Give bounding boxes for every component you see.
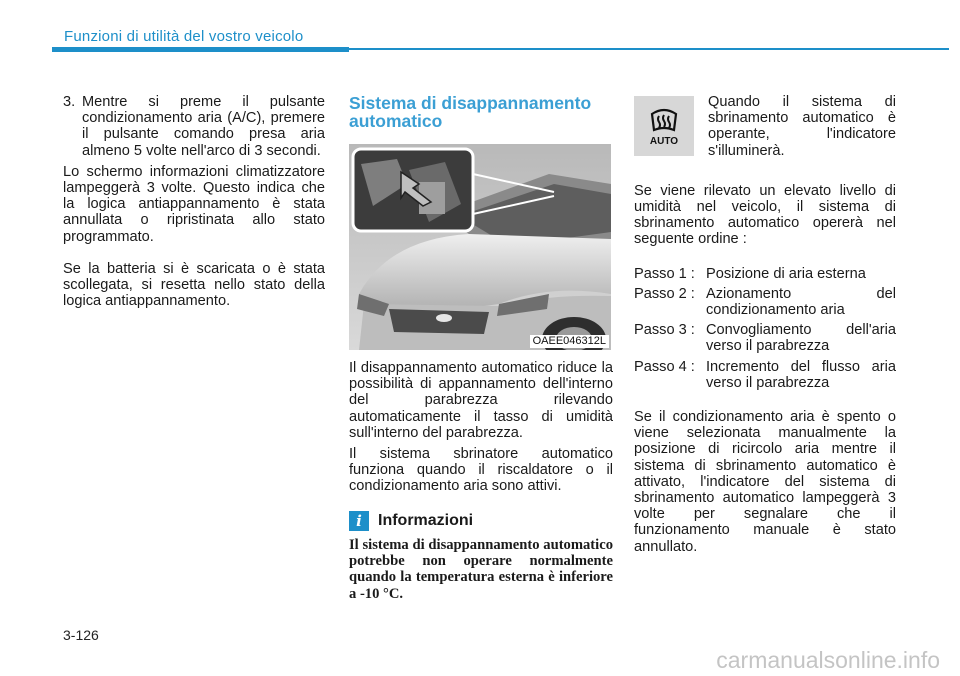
auto-defog-row bbox=[634, 94, 896, 159]
paragraph: Se viene rilevato un elevato livello di umidità nel veicolo, il sistema di sbrinamento automatico opererà nel seguente ordine : bbox=[634, 182, 896, 248]
paragraph: Il sistema sbrinatore automatico funziona quando il riscaldatore o il condizionamento aria sono attivi. bbox=[349, 446, 613, 495]
figure-code: OAEE046312L bbox=[530, 335, 609, 348]
step-number: 3. bbox=[63, 94, 76, 110]
auto-defog-icon bbox=[634, 96, 694, 156]
paragraph: Lo schermo informazioni climatizzatore lampeggerà 3 volte. Questo indica che la logica antiappannamento è stata annullata o ripristinata allo stato programmato. bbox=[63, 163, 325, 245]
step-label: Passo 1 : bbox=[634, 265, 695, 282]
header-rule-light bbox=[349, 48, 949, 50]
section-title: Sistema di disappannamento automatico bbox=[349, 93, 592, 131]
step-text: Azionamento del condizionamento aria bbox=[706, 285, 896, 319]
info-body: Il sistema di disappannamento automatico potrebbe non operare normalmente quando la temperatura esterna è inferiore a -10 °C. bbox=[349, 536, 613, 602]
step-text: Convogliamento dell'aria verso il parabrezza bbox=[706, 322, 896, 355]
car-illustration bbox=[349, 144, 611, 350]
step-item bbox=[634, 286, 896, 318]
info-header bbox=[349, 511, 613, 531]
watermark: carmanualsonline.info bbox=[716, 647, 940, 673]
step-item bbox=[634, 322, 896, 354]
step-label: Passo 2 : bbox=[634, 285, 695, 302]
column-middle bbox=[349, 94, 613, 602]
info-title: Informazioni bbox=[378, 511, 474, 529]
column-left bbox=[63, 94, 325, 309]
info-icon: i bbox=[349, 511, 369, 531]
header-rule-dark bbox=[52, 47, 349, 52]
page-number: 3-126 bbox=[63, 627, 99, 643]
paragraph: Quando il sistema di sbrinamento automatico è operante, l'indicatore s'illuminerà. bbox=[708, 94, 896, 159]
paragraph: Se il condizionamento aria è spento o viene selezionata manualmente la posizione di ricircolo aria mentre il sistema di sbrinamento automatico è attivato, l'indicatore del sistema di sbrinamento automatico lampeggerà 3 volte per segnalare che il funzionamento manuale è stato annullato. bbox=[634, 409, 896, 555]
step-label: Passo 3 : bbox=[634, 322, 695, 339]
step-label: Passo 4 : bbox=[634, 358, 695, 375]
paragraph: Il disappannamento automatico riduce la possibilità di appannamento dell'interno del parabrezza rilevando automaticamente il tasso di umidità sull'interno del parabrezza. bbox=[349, 360, 613, 441]
step-text: Mentre si preme il pulsante condizionamento aria (A/C), premere il pulsante comando presa aria almeno 5 volte nell'arco di 3 secondi. bbox=[82, 94, 325, 159]
steps-list bbox=[634, 266, 896, 391]
paragraph: Se la batteria si è scaricata o è stata scollegata, si resetta nello stato della logica antiappannamento. bbox=[63, 260, 325, 310]
step-text: Incremento del flusso aria verso il parabrezza bbox=[706, 358, 896, 391]
column-right bbox=[634, 94, 896, 555]
section-header-title: Funzioni di utilità del vostro veicolo bbox=[64, 28, 304, 45]
step-item bbox=[634, 359, 896, 391]
step-item bbox=[634, 266, 896, 282]
step-text: Posizione di aria esterna bbox=[706, 265, 866, 282]
vehicle-figure bbox=[349, 144, 611, 350]
auto-icon-label: AUTO bbox=[649, 136, 679, 147]
numbered-step bbox=[63, 94, 325, 159]
